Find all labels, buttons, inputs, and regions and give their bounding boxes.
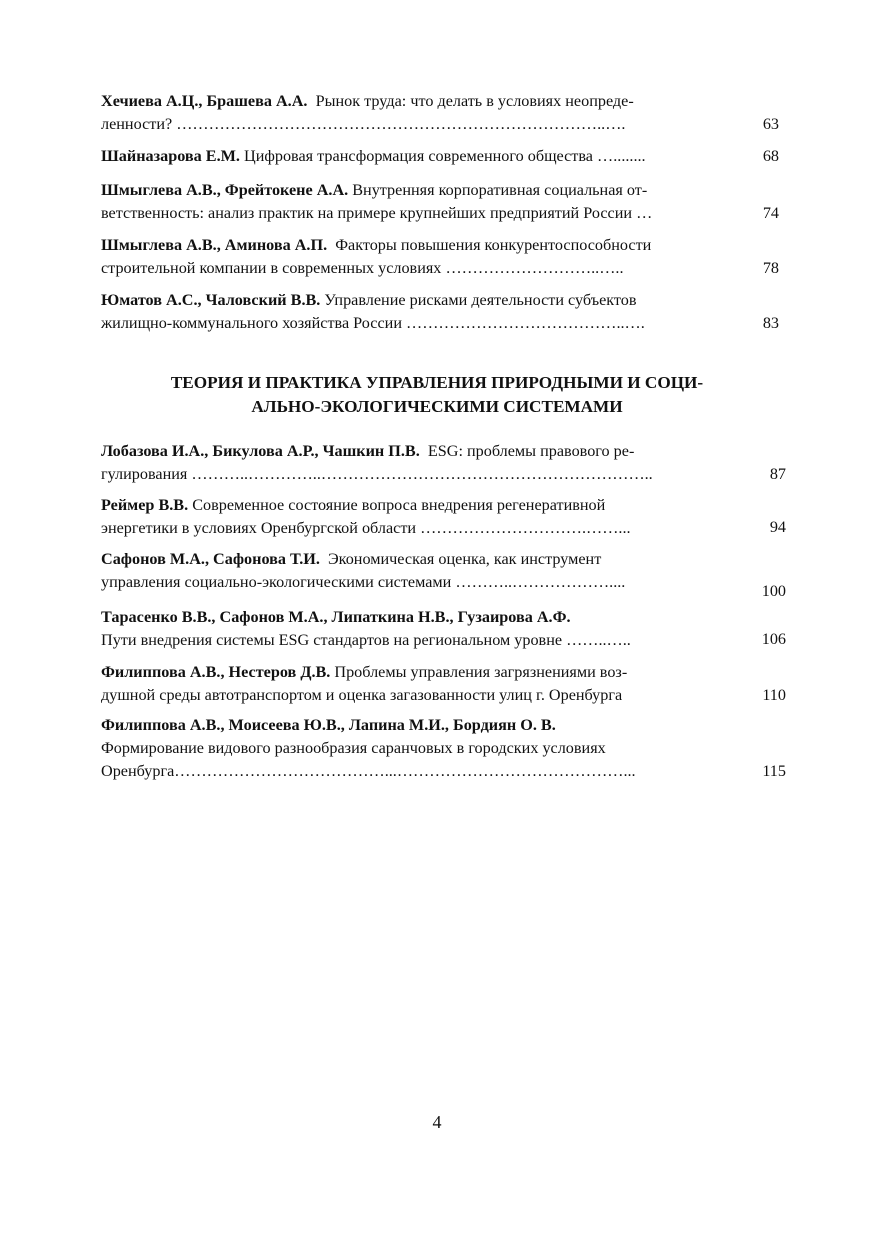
section-heading-line-1: ТЕОРИЯ И ПРАКТИКА УПРАВЛЕНИЯ ПРИРОДНЫМИ И СОЦИ- <box>170 373 704 392</box>
page-number: 4 <box>432 1112 442 1132</box>
toc-entry-authors: Сафонов М.А., Сафонова Т.И. <box>101 550 320 568</box>
section-heading-line-2: АЛЬНО-ЭКОЛОГИЧЕСКИМИ СИСТЕМАМИ <box>251 397 623 416</box>
toc-page-number: 106 <box>761 630 786 648</box>
toc-page-number: 87 <box>769 465 786 483</box>
toc-entry-line-2: Формирование видового разнообразия саранчовых в городских условиях <box>101 739 606 757</box>
toc-entry <box>101 440 721 486</box>
toc-entry-line-1 <box>101 606 721 629</box>
toc-entry-authors: Тарасенко В.В., Сафонов М.А., Липаткина Н.В., Гузаирова А.Ф. <box>101 608 571 626</box>
toc-entry-authors: Реймер В.В. <box>101 496 189 514</box>
toc-entry-authors: Филиппова А.В., Нестеров Д.В. <box>101 663 331 681</box>
toc-entry <box>101 90 741 136</box>
toc-entry-line-2: Пути внедрения системы ESG стандартов на региональном уровне ……..….. <box>101 631 631 649</box>
toc-entry <box>101 179 741 225</box>
toc-entry-line-2: гулирования ………..…………..…………………………………………………….. <box>101 465 653 483</box>
toc-page-number: 63 <box>762 115 779 133</box>
toc-entry-line-1 <box>101 548 721 571</box>
toc-entry-line-1 <box>101 289 741 312</box>
toc-entry-authors: Шайназарова Е.М. <box>101 147 240 165</box>
toc-page-number: 115 <box>762 762 786 780</box>
toc-entry-line-1 <box>101 714 721 737</box>
toc-entry-authors: Шмыглева А.В., Аминова А.П. <box>101 236 328 254</box>
toc-entry-line-1 <box>101 661 721 684</box>
toc-entry-title: Проблемы управления загрязнениями воз- <box>334 663 628 681</box>
toc-entry-title: Современное состояние вопроса внедрения регенеративной <box>192 496 606 514</box>
toc-entry-line-2: управления социально-экологическими системами ………..……………….... <box>101 573 626 591</box>
toc-entry-line-2: ленности? ……………………………………………………………………..…. <box>101 115 626 133</box>
toc-page-number: 78 <box>762 259 779 277</box>
toc-entry-line-2: жилищно-коммунального хозяйства России …………………………………..…. <box>101 314 645 332</box>
toc-entry-title: Внутренняя корпоративная социальная от- <box>352 181 648 199</box>
toc-entry-line-2: строительной компании в современных условиях ………………………..….. <box>101 259 624 277</box>
toc-page-number: 74 <box>762 204 779 222</box>
toc-entry-title: Факторы повышения конкурентоспособности <box>335 236 652 254</box>
toc-entry <box>101 606 721 652</box>
toc-entry <box>101 494 721 540</box>
toc-entry-line-1 <box>101 440 721 463</box>
toc-entry <box>101 548 721 594</box>
toc-entry <box>101 234 741 280</box>
toc-entry-title: Цифровая трансформация современного общества …........ <box>244 147 646 165</box>
toc-entry-title: Рынок труда: что делать в условиях неопреде- <box>315 92 634 110</box>
toc-entry-line-1 <box>101 90 741 113</box>
toc-entry-authors: Филиппова А.В., Моисеева Ю.В., Лапина М.И., Бордиян О. В. <box>101 716 556 734</box>
toc-entry <box>101 661 721 707</box>
toc-page-number: 100 <box>761 582 786 600</box>
toc-entry-line-2: ветственность: анализ практик на примере крупнейших предприятий России … <box>101 204 653 222</box>
toc-entry-title: Экономическая оценка, как инструмент <box>327 550 602 568</box>
toc-page-number: 110 <box>762 686 786 704</box>
toc-entry-line-2: энергетики в условиях Оренбургской области ………………………….……... <box>101 519 631 537</box>
toc-entry <box>101 714 721 783</box>
toc-entry <box>101 145 741 168</box>
toc-entry-authors: Хечиева А.Ц., Брашева А.А. <box>101 92 308 110</box>
toc-entry-authors: Лобазова И.А., Бикулова А.Р., Чашкин П.В. <box>101 442 420 460</box>
toc-entry-line-3: Оренбурга…………………………………...……………………………………... <box>101 762 636 780</box>
toc-entry-line-1 <box>101 179 741 202</box>
toc-entry-line-1 <box>101 145 741 168</box>
toc-entry-line-1 <box>101 494 721 517</box>
toc-page-number: 94 <box>769 518 786 536</box>
toc-entry-title: ESG: проблемы правового ре- <box>427 442 635 460</box>
toc-page-number: 83 <box>762 314 779 332</box>
toc-entry <box>101 289 741 335</box>
toc-entry-line-1 <box>101 234 741 257</box>
toc-page-number: 68 <box>762 147 779 165</box>
toc-entry-authors: Юматов А.С., Чаловский В.В. <box>101 291 321 309</box>
toc-entry-authors: Шмыглева А.В., Фрейтокене А.А. <box>101 181 349 199</box>
toc-entry-line-2: душной среды автотранспортом и оценка загазованности улиц г. Оренбурга <box>101 686 623 704</box>
toc-entry-title: Управление рисками деятельности субъектов <box>324 291 637 309</box>
